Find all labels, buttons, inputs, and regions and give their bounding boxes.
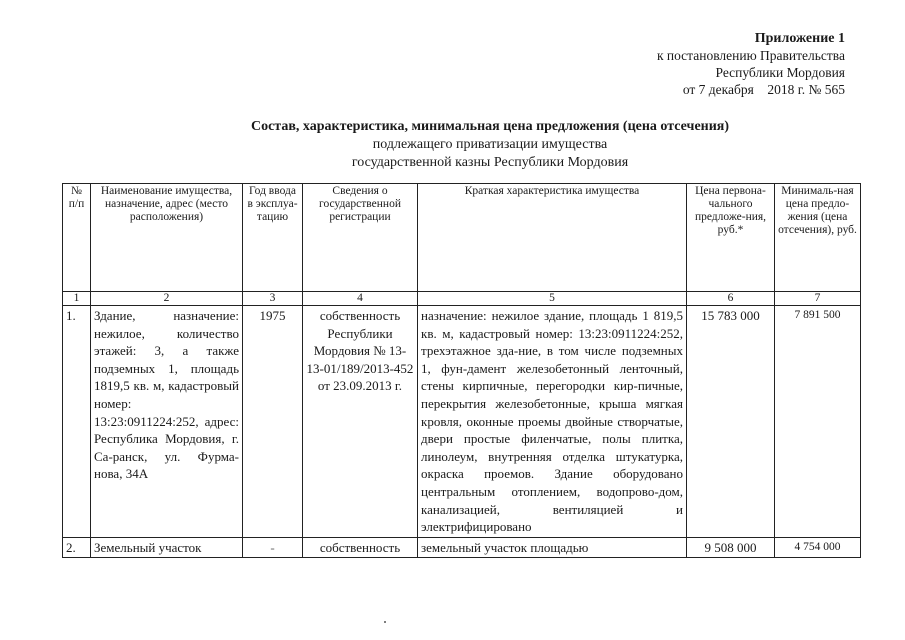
registration-info: собственность Республики Мордовия № 13-13-01/189/2013-452 от 23.09.2013 г. (303, 306, 418, 538)
appendix-date-line (683, 81, 845, 98)
column-number: 6 (687, 292, 775, 306)
initial-price: 9 508 000 (687, 537, 775, 558)
header-number: № п/п (63, 184, 91, 292)
header-year: Год ввода в эксплуа-тацию (243, 184, 303, 292)
initial-price: 15 783 000 (687, 306, 775, 538)
title-line-2: подлежащего приватизации имущества (372, 137, 608, 152)
column-number: 3 (243, 292, 303, 306)
date-year: 2018 г. (767, 82, 806, 97)
header-registration: Сведения о государственной регистрации (303, 184, 418, 292)
table-row (63, 537, 861, 558)
date-month: декабря (708, 82, 754, 97)
property-name: Здание, назначение: нежилое, количество этажей: 3, а также подземных 1, площадь 1819,5 кв. м, кадастровый номер: 13:23:0911224:252, адрес: Республика Мордовия, г. Са-ранск, ул. Фурма-нова, 34А (91, 306, 243, 538)
document-title (110, 118, 870, 172)
header-description: Краткая характеристика имущества (418, 184, 687, 292)
header-name: Наименование имущества, назначение, адрес (место расположения) (91, 184, 243, 292)
number-prefix: № (808, 82, 822, 97)
property-description: назначение: нежилое здание, площадь 1 819,5 кв. м, кадастровый номер: 13:23:0911224:252, трехэтажное зда-ние, в том числе подземных 1, фун-дамент железобетонный ленточный, стены кирпичные, перегородки кир-пичные, перекрытия железобетонные, крыша мягкая кровля, оконные проемы двойные створчатые, двери простые филенчатые, полы плитка, линолеум, внутренняя отделка штукатурка, окраска проемов. Здание оборудовано центральным отоплением, водопрово-дом, канализацией, вентиляцией и электрифицировано (418, 306, 687, 538)
row-number: 2. (63, 537, 91, 558)
column-number: 2 (91, 292, 243, 306)
table-row (63, 306, 861, 538)
appendix-line-1: к постановлению Правительства (656, 48, 845, 63)
registration-info: собственность (303, 537, 418, 558)
property-table (62, 183, 861, 558)
document-number: 565 (824, 82, 845, 97)
commission-year: - (243, 537, 303, 558)
table-header-row (63, 184, 861, 292)
row-number: 1. (63, 306, 91, 538)
column-number: 1 (63, 292, 91, 306)
column-number: 7 (775, 292, 861, 306)
property-description: земельный участок площадью (418, 537, 687, 558)
property-name: Земельный участок (91, 537, 243, 558)
title-line-3: государственной казны Республики Мордовия (351, 155, 629, 170)
commission-year: 1975 (243, 306, 303, 538)
date-prefix: от (682, 82, 696, 97)
column-number: 4 (303, 292, 418, 306)
column-number: 5 (418, 292, 687, 306)
min-price: 7 891 500 (775, 306, 861, 538)
header-initial-price: Цена первона-чального предложе-ния, руб.* (687, 184, 775, 292)
column-number-row (63, 292, 861, 306)
scan-speck (384, 621, 386, 623)
appendix-line-2: Республики Мордовия (715, 65, 845, 80)
appendix-block (657, 30, 845, 98)
appendix-title: Приложение 1 (754, 31, 845, 46)
min-price: 4 754 000 (775, 537, 861, 558)
header-min-price: Минималь-ная цена предло-жения (цена отсечения), руб. (775, 184, 861, 292)
date-day: 7 (698, 82, 706, 97)
title-line-1: Состав, характеристика, минимальная цена предложения (цена отсечения) (250, 119, 730, 134)
